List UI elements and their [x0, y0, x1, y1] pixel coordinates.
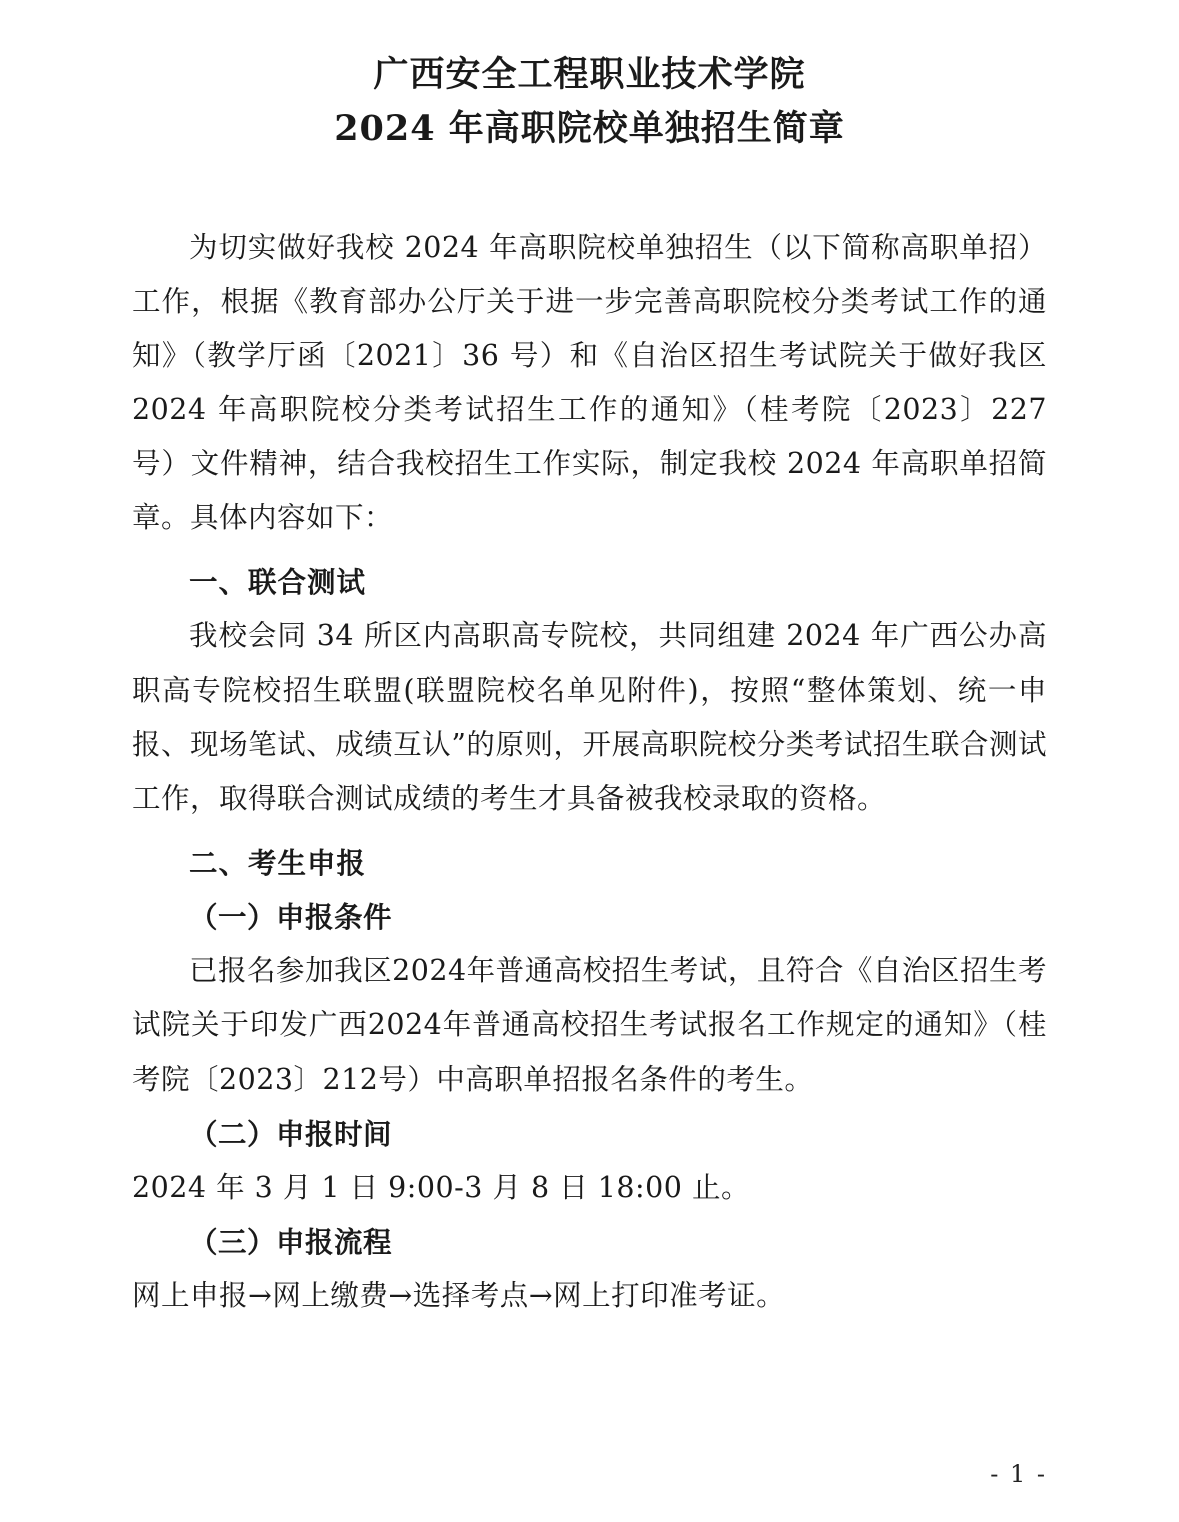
- page-title: [132, 48, 1047, 157]
- subsection-heading-2-2: （二）申报时间: [189, 1116, 393, 1151]
- intro-paragraph: 为切实做好我校 2024 年高职院校单独招生（以下简称高职单招）工作，根据《教育部办公厅关于进一步完善高职院校分类考试工作的通知》（教学厅函〔2021〕36 号）和《自治区招生考试院关于做好我区 2024 年高职院校分类考试招生工作的通知》（桂考院〔2023〕227 号）文件精神，结合我校招生工作实际，制定我校 2024 年高职单招简章。具体内容如下：: [132, 230, 1047, 535]
- document-body: [132, 221, 1047, 1324]
- section-1-paragraph-1: 我校会同 34 所区内高职高专院校，共同组建 2024 年广西公办高职高专院校招生联盟(联盟院校名单见附件)，按照“整体策划、统一申报、现场笔试、成绩互认”的原则，开展高职院校分类考试招生联合测试工作，取得联合测试成绩的考生才具备被我校录取的资格。: [132, 619, 1047, 815]
- subsection-2-1-paragraph-1: 已报名参加我区2024年普通高校招生考试，且符合《自治区招生考试院关于印发广西2024年普通高校招生考试报名工作规定的通知》（桂考院〔2023〕212号）中高职单招报名条件的考生。: [132, 954, 1047, 1096]
- page-title-line-2: 2024 年高职院校单独招生简章: [334, 108, 845, 150]
- page-number: - 1 -: [990, 1460, 1047, 1488]
- subsection-2-2-paragraph-1: 2024 年 3 月 1 日 9:00-3 月 8 日 18:00 止。: [132, 1170, 750, 1204]
- section-heading-2: 二、考生申报: [189, 846, 367, 881]
- subsection-heading-2-3: （三）申报流程: [189, 1225, 393, 1260]
- page-title-line-1: 广西安全工程职业技术学院: [373, 54, 806, 95]
- subsection-2-3-paragraph-1: 网上申报→网上缴费→选择考点→网上打印准考证。: [132, 1279, 786, 1313]
- section-heading-1: 一、联合测试: [189, 565, 367, 600]
- subsection-heading-2-1: （一）申报条件: [189, 900, 393, 935]
